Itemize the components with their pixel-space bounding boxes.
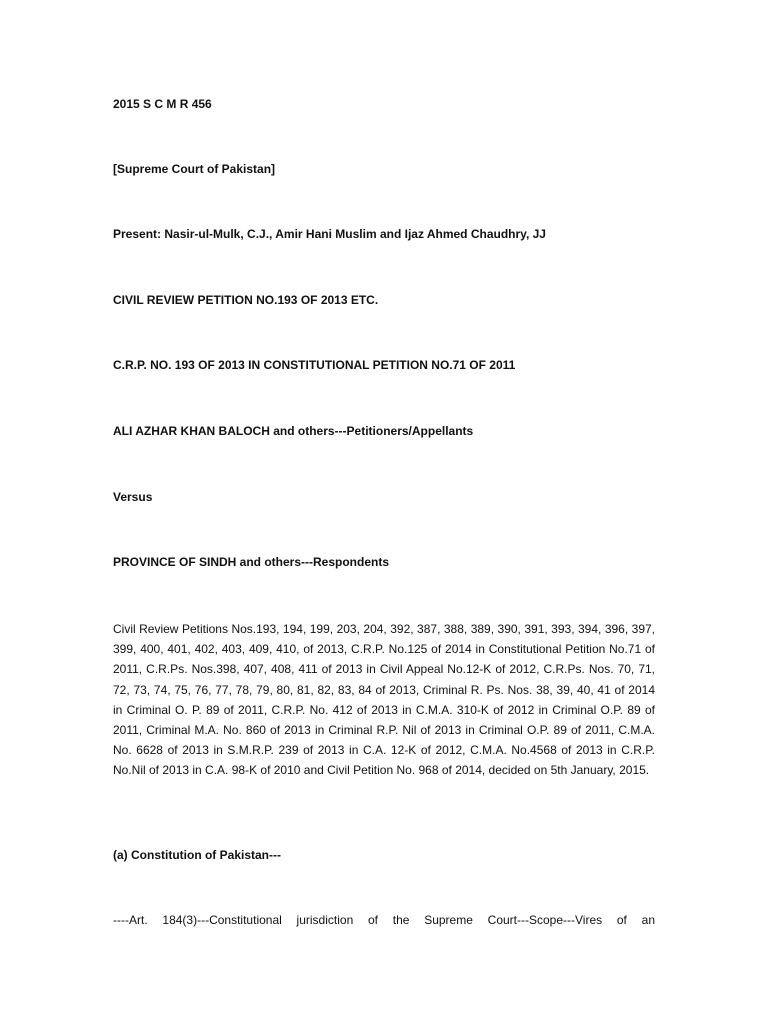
versus: Versus (113, 490, 153, 504)
citation: 2015 S C M R 456 (113, 97, 212, 111)
petitions-paragraph: Civil Review Petitions Nos.193, 194, 199, 203, 204, 392, 387, 388, 389, 390, 391, 393, 394, 396, 397, 399, 400, 401, 402, 403, 409, 410, of 2013, C.R.P. No.125 of 2014 in Constitutional Petition No.71 of 2011, C.R.Ps. Nos.398, 407, 408, 411 of 2013 in Civil Appeal No.12-K of 2012, C.R.Ps. Nos. 70, 71, 72, 73, 74, 75, 76, 77, 78, 79, 80, 81, 82, 83, 84 of 2013, Criminal R. Ps. Nos. 38, 39, 40, 41 of 2014 in Criminal O. P. 89 of 2011, C.R.P. No. 412 of 2013 in C.M.A. 310-K of 2012 in Criminal O.P. 89 of 2011, Criminal M.A. No. 860 of 2013 in Criminal R.P. Nil of 2013 in Criminal O.P. 89 of 2011, C.M.A. No. 6628 of 2013 in S.M.R.P. 239 of 2013 in C.A. 12-K of 2012, C.M.A. No.4568 of 2013 in C.R.P. No.Nil of 2013 in C.A. 98-K of 2010 and Civil Petition No. 968 of 2014, decided on 5th January, 2015. (113, 622, 655, 778)
case-number: C.R.P. NO. 193 OF 2013 IN CONSTITUTIONAL PETITION NO.71 OF 2011 (113, 358, 516, 372)
petitioners: ALI AZHAR KHAN BALOCH and others---Petitioners/Appellants (113, 424, 474, 438)
case-title: CIVIL REVIEW PETITION NO.193 OF 2013 ETC. (113, 293, 379, 307)
bench: Present: Nasir-ul-Mulk, C.J., Amir Hani Muslim and Ijaz Ahmed Chaudhry, JJ (113, 227, 546, 241)
court-name: [Supreme Court of Pakistan] (113, 162, 276, 176)
respondents: PROVINCE OF SINDH and others---Respondents (113, 555, 390, 569)
article-line: ----Art. 184(3)---Constitutional jurisdiction of the Supreme Court---Scope---Vires of an (113, 913, 655, 927)
heading-constitution: (a) Constitution of Pakistan--- (113, 848, 281, 862)
